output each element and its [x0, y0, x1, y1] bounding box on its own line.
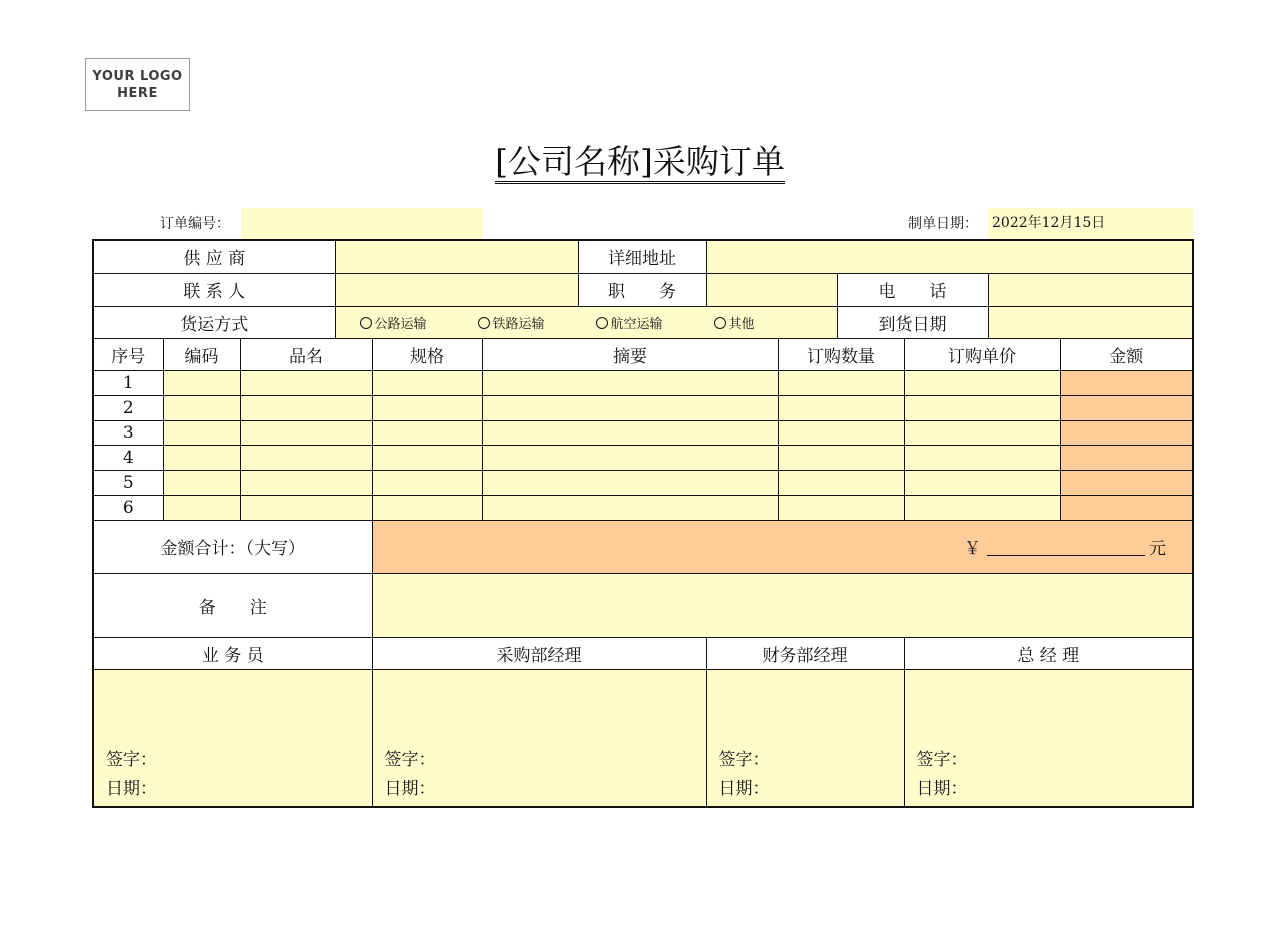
- contact-field[interactable]: [335, 273, 578, 306]
- make-date-label: 制单日期：: [908, 216, 978, 232]
- col-header-code: 编码: [163, 338, 240, 370]
- name-cell[interactable]: [240, 445, 372, 470]
- code-cell[interactable]: [163, 420, 240, 445]
- code-cell[interactable]: [163, 395, 240, 420]
- total-amount-field: [372, 520, 1193, 573]
- logo-text-line2: HERE: [117, 85, 158, 101]
- summary-cell[interactable]: [482, 470, 778, 495]
- table-row: [93, 395, 1193, 420]
- code-cell[interactable]: [163, 445, 240, 470]
- row-no: 4: [93, 445, 163, 470]
- address-label: 详细地址: [578, 240, 706, 273]
- yen-sign: ￥: [964, 539, 982, 559]
- table-row: [93, 370, 1193, 395]
- total-label: 金额合计：（大写）: [93, 520, 372, 573]
- row-no: 6: [93, 495, 163, 520]
- amount-cell: [1060, 470, 1193, 495]
- supplier-field[interactable]: [335, 240, 578, 273]
- position-label: 职 务: [578, 273, 706, 306]
- phone-label: 电 话: [837, 273, 988, 306]
- summary-cell[interactable]: [482, 395, 778, 420]
- summary-cell[interactable]: [482, 495, 778, 520]
- contact-label: 联 系 人: [93, 273, 335, 306]
- remark-label: 备 注: [93, 573, 372, 637]
- code-cell[interactable]: [163, 370, 240, 395]
- col-header-summary: 摘要: [482, 338, 778, 370]
- col-header-amount: 金额: [1060, 338, 1193, 370]
- price-cell[interactable]: [904, 470, 1060, 495]
- page-title-text: [公司名称]采购订单: [495, 142, 785, 184]
- qty-cell[interactable]: [778, 495, 904, 520]
- order-no-field[interactable]: [241, 208, 483, 239]
- spec-cell[interactable]: [372, 420, 482, 445]
- name-cell[interactable]: [240, 395, 372, 420]
- signature-box-general-manager[interactable]: [904, 669, 1193, 807]
- arrival-date-field[interactable]: [988, 306, 1193, 338]
- signature-box-purchase-manager[interactable]: [372, 669, 706, 807]
- price-cell[interactable]: [904, 370, 1060, 395]
- radio-icon[interactable]: [478, 317, 490, 329]
- spec-cell[interactable]: [372, 445, 482, 470]
- date-label: 日期：: [106, 779, 157, 799]
- sign-label: 签字：: [384, 750, 436, 770]
- approval-title-finance-manager: 财务部经理: [706, 637, 904, 669]
- sign-label: 签字：: [106, 750, 157, 770]
- address-field[interactable]: [706, 240, 1193, 273]
- total-unit: 元: [1149, 539, 1167, 559]
- sign-label: 签字：: [718, 750, 770, 770]
- page-title: [0, 140, 1280, 184]
- summary-cell[interactable]: [482, 370, 778, 395]
- amount-cell: [1060, 395, 1193, 420]
- date-label: 日期：: [916, 779, 968, 799]
- shipping-label: 货运方式: [93, 306, 335, 338]
- shipping-option-label: 公路运输: [374, 316, 427, 332]
- shipping-option-air[interactable]: [596, 313, 714, 332]
- spec-cell[interactable]: [372, 370, 482, 395]
- summary-cell[interactable]: [482, 445, 778, 470]
- shipping-option-label: 航空运输: [610, 316, 663, 332]
- name-cell[interactable]: [240, 370, 372, 395]
- spec-cell[interactable]: [372, 495, 482, 520]
- amount-cell: [1060, 495, 1193, 520]
- radio-icon[interactable]: [360, 317, 372, 329]
- table-row: [93, 470, 1193, 495]
- table-row: [93, 495, 1193, 520]
- signature-box-salesperson[interactable]: [93, 669, 372, 807]
- supplier-label: 供 应 商: [93, 240, 335, 273]
- price-cell[interactable]: [904, 395, 1060, 420]
- row-no: 5: [93, 470, 163, 495]
- amount-cell: [1060, 445, 1193, 470]
- spec-cell[interactable]: [372, 470, 482, 495]
- name-cell[interactable]: [240, 470, 372, 495]
- order-no-label: 订单编号：: [160, 216, 230, 232]
- signature-box-finance-manager[interactable]: [706, 669, 904, 807]
- shipping-option-road[interactable]: [360, 313, 478, 332]
- col-header-name: 品名: [240, 338, 372, 370]
- col-header-no: 序号: [93, 338, 163, 370]
- remark-field[interactable]: [372, 573, 1193, 637]
- row-no: 1: [93, 370, 163, 395]
- table-row: [93, 445, 1193, 470]
- radio-icon[interactable]: [596, 317, 608, 329]
- name-cell[interactable]: [240, 420, 372, 445]
- price-cell[interactable]: [904, 420, 1060, 445]
- table-row: [93, 420, 1193, 445]
- qty-cell[interactable]: [778, 370, 904, 395]
- logo-text-line1: YOUR LOGO: [92, 68, 183, 84]
- col-header-price: 订购单价: [904, 338, 1060, 370]
- price-cell[interactable]: [904, 495, 1060, 520]
- company-logo: [85, 58, 190, 111]
- date-label: 日期：: [384, 779, 436, 799]
- radio-icon[interactable]: [714, 317, 726, 329]
- sign-label: 签字：: [916, 750, 968, 770]
- qty-cell[interactable]: [778, 395, 904, 420]
- summary-cell[interactable]: [482, 420, 778, 445]
- amount-cell: [1060, 370, 1193, 395]
- arrival-date-label: 到货日期: [837, 306, 988, 338]
- spec-cell[interactable]: [372, 395, 482, 420]
- shipping-option-other[interactable]: [714, 313, 774, 332]
- approval-title-general-manager: 总 经 理: [904, 637, 1193, 669]
- price-cell[interactable]: [904, 445, 1060, 470]
- row-no: 3: [93, 420, 163, 445]
- shipping-options: [335, 306, 837, 338]
- position-field[interactable]: [706, 273, 837, 306]
- purchase-order-table: [92, 239, 1194, 808]
- qty-cell[interactable]: [778, 445, 904, 470]
- date-label: 日期：: [718, 779, 770, 799]
- code-cell[interactable]: [163, 495, 240, 520]
- shipping-option-rail[interactable]: [478, 313, 596, 332]
- phone-field[interactable]: [988, 273, 1193, 306]
- name-cell[interactable]: [240, 495, 372, 520]
- row-no: 2: [93, 395, 163, 420]
- approval-title-purchase-manager: 采购部经理: [372, 637, 706, 669]
- approval-title-salesperson: 业 务 员: [93, 637, 372, 669]
- col-header-spec: 规格: [372, 338, 482, 370]
- shipping-option-label: 其他: [728, 316, 755, 332]
- code-cell[interactable]: [163, 470, 240, 495]
- make-date-field[interactable]: 2022年12月15日: [988, 208, 1193, 239]
- total-amount-line: [987, 542, 1145, 556]
- amount-cell: [1060, 420, 1193, 445]
- qty-cell[interactable]: [778, 420, 904, 445]
- col-header-qty: 订购数量: [778, 338, 904, 370]
- qty-cell[interactable]: [778, 470, 904, 495]
- shipping-option-label: 铁路运输: [492, 316, 545, 332]
